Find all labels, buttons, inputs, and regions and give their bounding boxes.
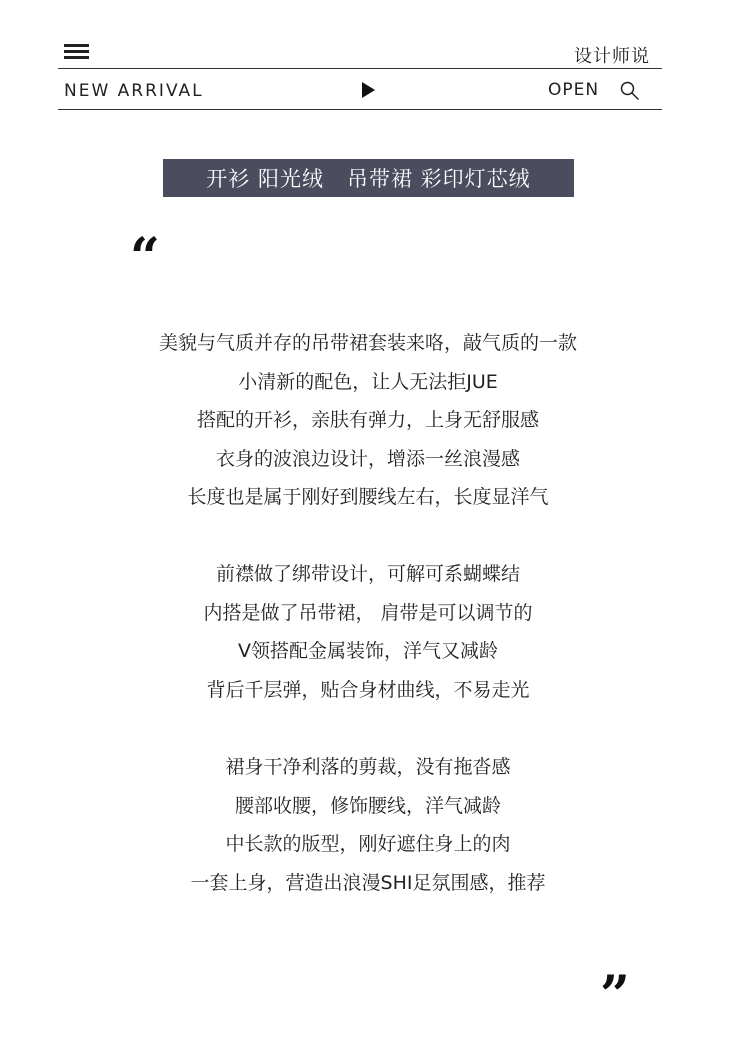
description-line: 美貌与气质并存的吊带裙套装来咯，敲气质的一款 [158, 332, 577, 354]
description-paragraph [58, 748, 678, 902]
description-line: 长度也是属于刚好到腰线左右，长度显洋气 [187, 486, 549, 509]
description-paragraph [58, 324, 678, 517]
open-quote-mark: “ [130, 227, 160, 288]
search-icon[interactable] [620, 81, 639, 100]
play-icon[interactable] [362, 82, 375, 98]
description-paragraph [58, 555, 678, 709]
product-title-banner: 开衫 阳光绒 吊带裙 彩印灯芯绒 [163, 159, 574, 197]
menu-bar [64, 44, 89, 47]
description-line: 小清新的配色，让人无法拒JUE [238, 370, 498, 393]
open-label: OPEN [548, 80, 600, 100]
description-line: 背后千层弹，贴合身材曲线，不易走光 [206, 678, 530, 701]
description-line: 前襟做了绑带设计，可解可系蝴蝶结 [215, 563, 520, 585]
close-quote-mark: ” [600, 965, 630, 1026]
description-line: 衣身的波浪边设计，增添一丝浪漫感 [215, 447, 520, 470]
description-line: 裙身干净利落的剪裁，没有拖沓感 [225, 756, 511, 778]
designer-says-label: 设计师说 [574, 46, 650, 67]
description-line: 中长款的版型，刚好遮住身上的肉 [225, 833, 511, 856]
hamburger-menu-icon[interactable] [64, 44, 89, 60]
menu-bar [64, 50, 89, 53]
description-line: 腰部收腰，修饰腰线，洋气减龄 [234, 794, 501, 817]
description-line: V领搭配金属装饰，洋气又减龄 [238, 640, 498, 663]
description-line: 搭配的开衫，亲肤有弹力，上身无舒服感 [196, 409, 539, 432]
description-line: 一套上身，营造出浪漫SHI足氛围感，推荐 [190, 871, 546, 894]
header-divider-top [58, 68, 662, 69]
menu-bar [64, 56, 89, 59]
description-line: 内搭是做了吊带裙， 肩带是可以调节的 [203, 601, 533, 624]
header-divider-bottom [58, 109, 662, 110]
new-arrival-label: NEW ARRIVAL [64, 81, 204, 101]
